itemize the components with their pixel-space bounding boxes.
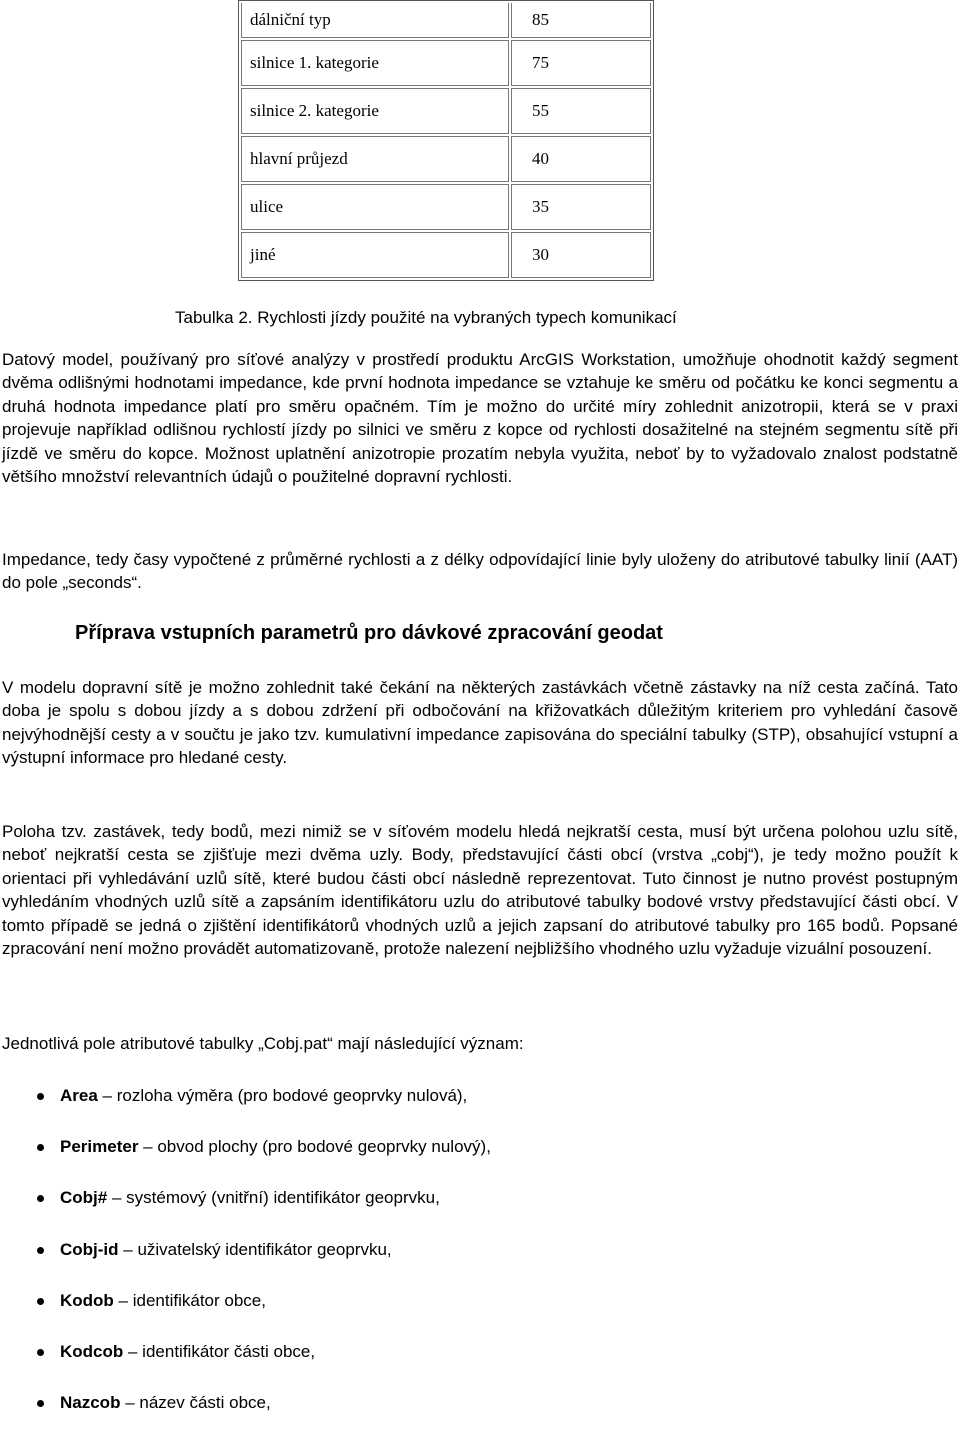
attribute-description: – rozloha výměra (pro bodové geoprvky nulová), [97, 1086, 468, 1105]
attribute-term: Cobj-id [60, 1239, 119, 1259]
paragraph-impedance-model: Datový model, používaný pro síťové analýzy v prostředí produktu ArcGIS Workstation, umožňuje ohodnotit každý segment dvěma odlišnými hodnotami impedance, kde první hodnota impedance se vztahuje ke směru od počátku ke konci segmentu a druhá hodnota impedance platí pro směru opačném. Tím je možno do určité míry zohlednit anizotropii, která se v praxi projevuje například odlišnou rychlostí jízdy po silnici ve směru z kopce od rychlosti dosažitelné na stejném segmentu sítě při jízdě ve směru do kopce. Možnost uplatnění anizotropie prozatím nebyla využita, neboť by to vyžadovalo znalost podstatně většího množství relevantních údajů o použitelné dopravní rychlosti. [2, 350, 958, 487]
table-row [241, 232, 651, 278]
attribute-term: Perimeter [60, 1137, 139, 1157]
road-type-cell: hlavní průjezd [241, 136, 509, 182]
table-row [241, 88, 651, 134]
bullet-icon [37, 1093, 44, 1100]
section-heading: Příprava vstupních parametrů pro dávkové zpracování geodat [75, 622, 663, 644]
list-item [0, 1234, 491, 1285]
speed-cell: 40 [511, 136, 651, 182]
attribute-term: Cobj# [60, 1188, 108, 1208]
bullet-icon [37, 1247, 44, 1254]
table-row [241, 136, 651, 182]
attribute-term: Kodob [60, 1290, 114, 1310]
table-caption: Tabulka 2. Rychlosti jízdy použité na vybraných typech komunikací [175, 308, 677, 327]
bullet-icon [37, 1298, 44, 1305]
attribute-term: Area [60, 1086, 98, 1105]
bullet-icon [37, 1349, 44, 1356]
road-type-cell: silnice 1. kategorie [241, 40, 509, 86]
speed-cell: 85 [511, 3, 651, 38]
speed-cell: 75 [511, 40, 651, 86]
list-item [0, 1336, 491, 1387]
table-row [241, 184, 651, 230]
list-item [0, 1387, 491, 1438]
attribute-description: – identifikátor obce, [113, 1290, 266, 1310]
attribute-list [0, 1080, 491, 1438]
attribute-description: – uživatelský identifikátor geoprvku, [118, 1239, 392, 1259]
speed-cell: 55 [511, 88, 651, 134]
road-type-cell: silnice 2. kategorie [241, 88, 509, 134]
speed-cell: 35 [511, 184, 651, 230]
road-type-cell: ulice [241, 184, 509, 230]
bullet-icon [37, 1195, 44, 1202]
attribute-description: – název části obce, [120, 1393, 271, 1413]
bullet-icon [37, 1400, 44, 1407]
attribute-description: – systémový (vnitřní) identifikátor geoprvku, [107, 1188, 440, 1208]
list-item [0, 1131, 491, 1182]
speed-cell: 30 [511, 232, 651, 278]
speed-table [238, 0, 654, 281]
list-item [0, 1080, 491, 1131]
road-type-cell: jiné [241, 232, 509, 278]
attribute-term: Nazcob [60, 1393, 121, 1413]
list-item [0, 1182, 491, 1233]
bullet-icon [37, 1144, 44, 1151]
road-type-cell: dálniční typ [241, 3, 509, 38]
attribute-term: Kodcob [60, 1341, 124, 1361]
list-item [0, 1285, 491, 1336]
paragraph-stop-location: Poloha tzv. zastávek, tedy bodů, mezi nimiž se v síťovém modelu hledá nejkratší cesta, musí být určena polohou uzlu sítě, neboť nejkratší cesta se zjišťuje mezi dvěma uzly. Body, představující části obcí (vrstva „cobj“), je tedy možno použít k orientaci při vyhledávání uzlů sítě, které budou části obcí následně reprezentovat. Tuto činnost je nutno provést postupným vyhledáním vhodných uzlů sítě a zapsáním identifikátoru uzlu do atributové tabulky bodové vrstvy představující části obcí. V tomto případě se jedná o zjištění identifikátorů vhodných uzlů a jejich zapsaní do atributové tabulky pro 165 bodů. Popsané zpracování není možno provádět automatizovaně, protože nalezení nejbližšího vhodného uzlu vyžaduje vizuální posouzení. [2, 822, 958, 959]
paragraph-impedance-storage: Impedance, tedy časy vypočtené z průměrné rychlosti a z délky odpovídající linie byly uloženy do atributové tabulky linií (AAT) do pole „seconds“. [2, 550, 958, 593]
paragraph-fields-intro: Jednotlivá pole atributové tabulky „Cobj.pat“ mají následující význam: [2, 1034, 524, 1053]
attribute-description: – identifikátor části obce, [123, 1341, 316, 1361]
paragraph-waiting-time: V modelu dopravní sítě je možno zohlednit také čekání na některých zastávkách včetně zástavky na níž cesta začíná. Tato doba je spolu s dobou jízdy a s dobou zdržení při odbočování na křižovatkách důležitým kriteriem pro vyhledání časově nejvýhodnější cesty a v součtu je jako tzv. kumulativní impedance zapisována do speciální tabulky (STP), obsahující vstupní a výstupní informace pro hledané cesty. [2, 678, 958, 768]
table-row [241, 40, 651, 86]
table-row [241, 3, 651, 38]
attribute-description: – obvod plochy (pro bodové geoprvky nulový), [138, 1137, 491, 1157]
